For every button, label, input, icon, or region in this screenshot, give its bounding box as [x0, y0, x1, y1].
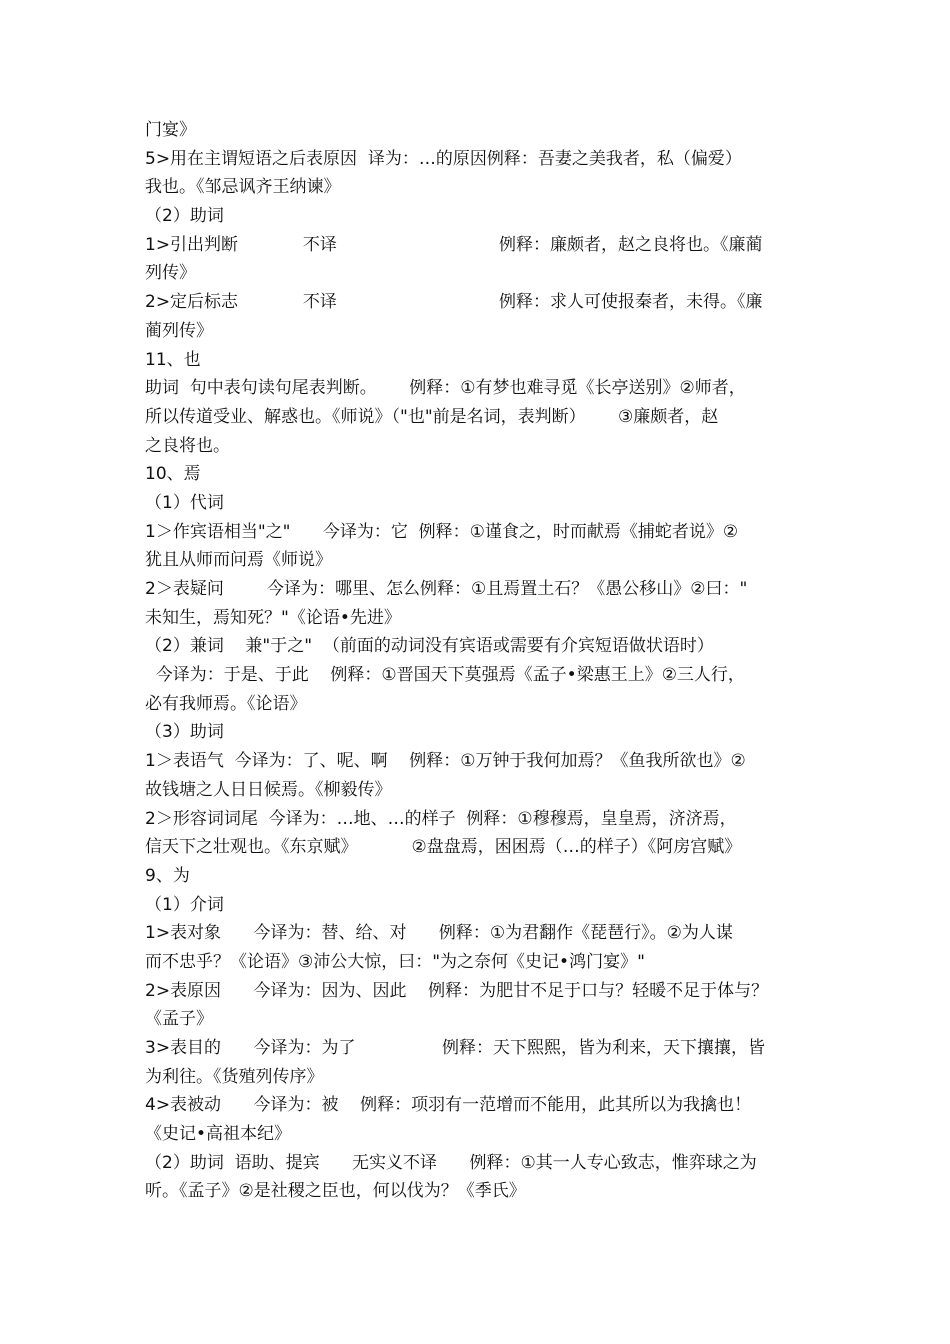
- text-line: 听。《孟子》②是社稷之臣也，何以伐为？《季氏》: [145, 1181, 526, 1202]
- text-line: 4>表被动 今译为：被 例释：项羽有一范增而不能用，此其所以为我擒也！: [145, 1095, 752, 1116]
- text-line: 所以传道受业、解惑也。《师说》（"也"前是名词，表判断） ③廉颇者，赵: [145, 406, 719, 427]
- text-line: 蔺列传》: [145, 320, 213, 341]
- text-line: 而不忠乎？《论语》③沛公大惊，曰："为之奈何《史记•鸿门宴》": [145, 951, 645, 972]
- entry-heading: 9、为: [145, 865, 190, 886]
- section-heading: （2）兼词 兼"于之" （前面的动词没有宾语或需要有介宾短语做状语时）: [145, 636, 714, 657]
- section-heading: （2）助词: [145, 206, 224, 227]
- text-line: 5>用在主谓短语之后表原因 译为：…的原因例释：吾妻之美我者，私（偏爱）: [145, 148, 742, 169]
- text-line: 1>引出判断 不译 例释：廉颇者，赵之良将也。《廉蔺: [145, 234, 763, 255]
- text-line: 故钱塘之人日日候焉。《柳毅传》: [145, 779, 392, 800]
- text-line: 信天下之壮观也。《东京赋》 ②盘盘焉，困困焉（…的样子）《阿房宫赋》: [145, 837, 742, 858]
- text-line: 1＞表语气 今译为：了、呢、啊 例释：①万钟于我何加焉？《鱼我所欲也》②: [145, 751, 746, 772]
- text-line: 今译为：于是、于此 例释：①晋国天下莫强焉《孟子•梁惠王上》②三人行，: [145, 665, 745, 686]
- entry-heading: 10、焉: [145, 464, 201, 485]
- text-line: 2>定后标志 不译 例释：求人可使报秦者，未得。《廉: [145, 292, 763, 313]
- text-line: 2>表原因 今译为：因为、因此 例释：为肥甘不足于口与？轻暖不足于体与？: [145, 980, 769, 1001]
- text-line: 必有我师焉。《论语》: [145, 693, 307, 714]
- text-line: 我也。《邹忌讽齐王纳谏》: [145, 177, 341, 198]
- text-line: 列传》: [145, 263, 196, 284]
- text-line: 门宴》: [145, 120, 196, 140]
- text-line: 为利往。《货殖列传序》: [145, 1066, 324, 1087]
- text-line: 2＞表疑问 今译为：哪里、怎么例释：①且焉置土石？《愚公移山》②曰：": [145, 579, 748, 599]
- text-line: 助词 句中表句读句尾表判断。 例释：①有梦也难寻觅《长亭送别》②师者，: [145, 378, 746, 399]
- text-line: 1>表对象 今译为：替、给、对 例释：①为君翻作《琵琶行》。②为人谋: [145, 923, 733, 944]
- text-line: 《史记•高祖本纪》: [145, 1124, 292, 1145]
- entry-heading: 11、也: [145, 349, 201, 370]
- section-heading: （1）代词: [145, 492, 224, 513]
- text-line: 之良将也。: [145, 435, 230, 456]
- text-line: 2＞形容词词尾 今译为：…地、…的样子 例释：①穆穆焉，皇皇焉，济济焉，: [145, 808, 737, 829]
- text-line: 犹且从师而问焉《师说》: [145, 550, 332, 571]
- text-line: 3>表目的 今译为：为了 例释：天下熙熙，皆为利来，天下攘攘，皆: [145, 1038, 765, 1058]
- section-heading: （2）助词 语助、提宾 无实义不译 例释：①其一人专心致志，惟弈球之为: [145, 1152, 757, 1173]
- section-heading: （3）助词: [145, 722, 224, 743]
- text-line: 未知生，焉知死？"《论语•先进》: [145, 607, 401, 628]
- text-line: 《孟子》: [145, 1009, 213, 1030]
- text-line: 1＞作宾语相当"之" 今译为：它 例释：①谨食之，时而献焉《捕蛇者说》②: [145, 521, 739, 542]
- document-body: [145, 116, 810, 1206]
- section-heading: （1）介词: [145, 894, 224, 915]
